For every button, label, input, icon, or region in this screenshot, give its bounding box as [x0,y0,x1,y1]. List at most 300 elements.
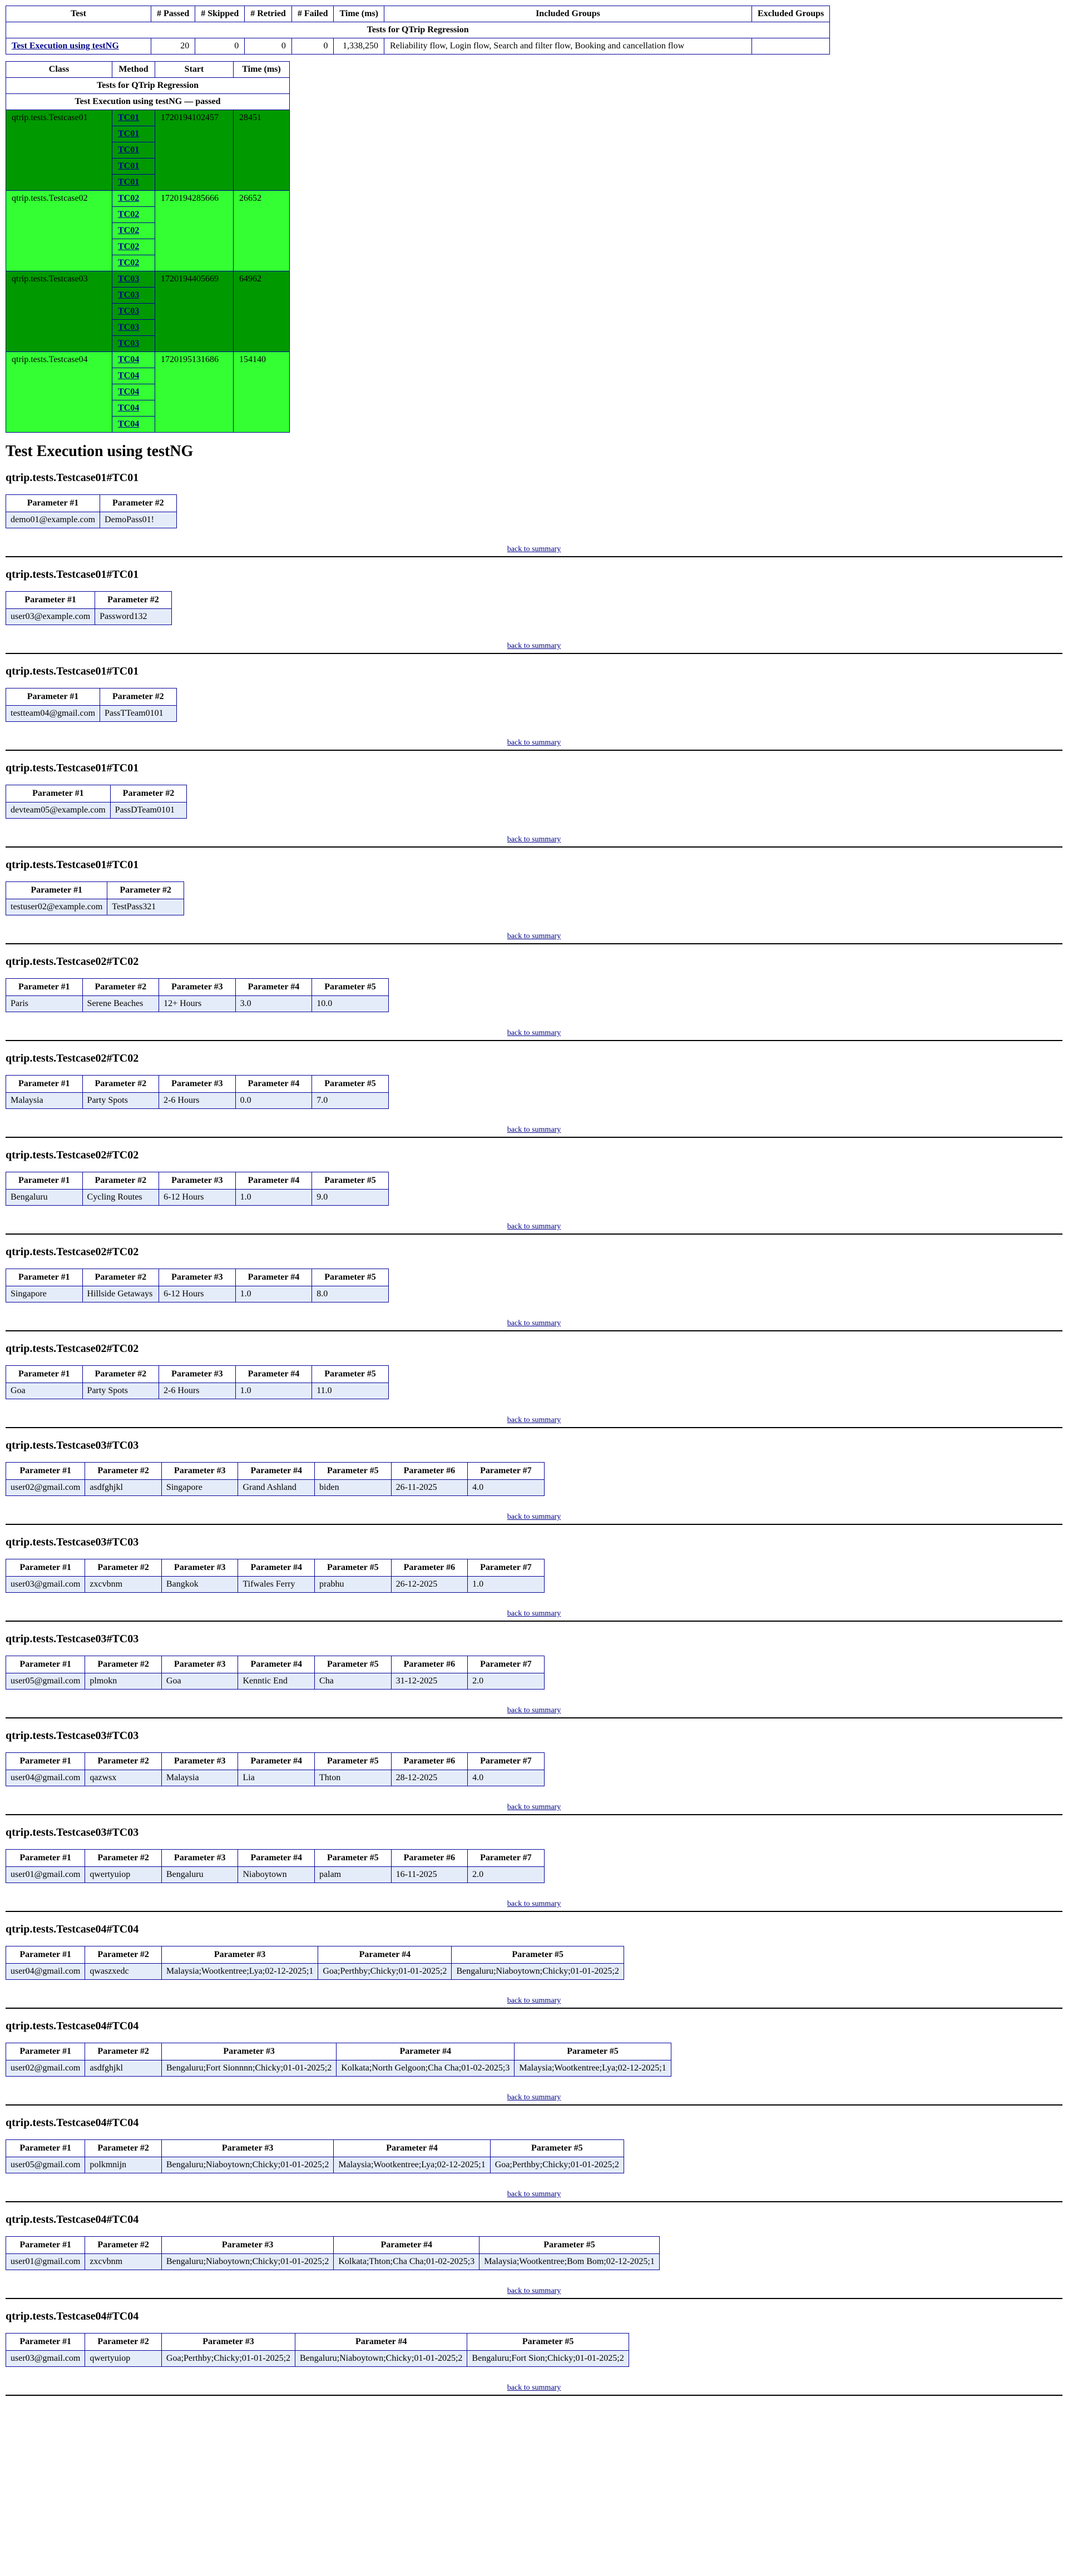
params-table [6,2236,660,2270]
section-divider [6,1427,1062,1428]
method-link[interactable]: TC03 [118,290,140,300]
params-value-row [6,1964,624,1980]
section-divider [6,1524,1062,1525]
param-value: Bengaluru;Fort Sionnnn;Chicky;01-01-2025;2 [161,2060,336,2077]
detail-title: qtrip.tests.Testcase03#TC03 [6,1439,139,1452]
summary-header: # Failed [291,6,334,22]
param-header: Parameter #4 [238,1656,315,1673]
param-value: Bengaluru;Niaboytown;Chicky;01-01-2025;2 [161,2157,333,2173]
failed-count: 0 [291,38,334,55]
param-header: Parameter #5 [312,1172,389,1190]
param-header: Parameter #4 [235,1076,312,1093]
detail-title: qtrip.tests.Testcase03#TC03 [6,1730,139,1742]
methods-header: Time (ms) [234,62,290,78]
param-value: Malaysia;Wootkentree;Lya;02-12-2025;1 [161,1964,318,1980]
method-cell [112,368,155,384]
test-link[interactable]: Test Execution using testNG [12,41,119,51]
detail-title: qtrip.tests.Testcase03#TC03 [6,1826,139,1839]
class-name: qtrip.tests.Testcase03 [6,271,112,352]
param-header: Parameter #1 [6,1269,83,1286]
param-header: Parameter #3 [159,979,236,996]
back-container [6,1803,1062,1812]
params-table [6,1656,545,1690]
back-to-summary-link[interactable]: back to summary [507,2287,561,2295]
method-cell [112,158,155,175]
param-header: Parameter #5 [315,1559,392,1577]
param-value: 26-12-2025 [391,1577,468,1593]
section-divider [6,846,1062,848]
detail-title: qtrip.tests.Testcase02#TC02 [6,955,139,968]
param-value: Bangkok [161,1577,238,1593]
method-cell [112,223,155,239]
summary-header: Excluded Groups [751,6,829,22]
params-value-row [6,512,177,528]
back-to-summary-link[interactable]: back to summary [507,2384,561,2392]
param-header: Parameter #3 [161,1946,318,1964]
param-value: 6-12 Hours [159,1190,236,1206]
param-header: Parameter #3 [161,1850,238,1867]
param-header: Parameter #1 [6,2237,85,2254]
params-header-row [6,1076,389,1093]
param-header: Parameter #6 [391,1850,468,1867]
params-header-row [6,1850,545,1867]
back-to-summary-link[interactable]: back to summary [507,1513,561,1521]
method-link[interactable]: TC02 [118,194,140,203]
param-value: plmokn [85,1673,162,1690]
param-header: Parameter #7 [468,1656,545,1673]
param-header: Parameter #3 [161,2043,336,2060]
param-header: Parameter #5 [315,1656,392,1673]
detail-title: qtrip.tests.Testcase01#TC01 [6,762,139,774]
params-table [6,1752,545,1786]
param-header: Parameter #4 [318,1946,452,1964]
detail-section [6,665,1062,751]
method-cell [112,271,155,288]
suite-title: Tests for QTrip Regression [6,22,830,38]
back-container [6,1513,1062,1522]
back-to-summary-link[interactable]: back to summary [507,1029,561,1037]
back-container [6,1029,1062,1038]
section-divider [6,2201,1062,2202]
method-cell [112,239,155,255]
params-header-row [6,495,177,512]
param-value: testuser02@example.com [6,899,107,915]
section-divider [6,2008,1062,2009]
detail-section [6,762,1062,848]
method-cell [112,384,155,400]
param-value: 2-6 Hours [159,1093,236,1109]
param-header: Parameter #1 [6,979,83,996]
detail-section [6,1923,1062,2009]
method-link[interactable]: TC04 [118,419,140,429]
params-header-row [6,1753,545,1770]
param-value: Malaysia [6,1093,83,1109]
param-header: Parameter #4 [337,2043,515,2060]
params-header-row [6,882,184,899]
back-to-summary-link[interactable]: back to summary [507,835,561,844]
method-link[interactable]: TC03 [118,323,140,332]
method-link[interactable]: TC02 [118,226,140,235]
param-header: Parameter #1 [6,2043,85,2060]
param-value: 4.0 [468,1770,545,1786]
param-header: Parameter #5 [312,1269,389,1286]
back-to-summary-link[interactable]: back to summary [507,739,561,747]
param-value: Thton [315,1770,392,1786]
param-value: 11.0 [312,1383,389,1399]
param-value: qwertyuiop [85,1867,162,1883]
section-divider [6,1621,1062,1622]
method-link[interactable]: TC02 [118,210,140,219]
params-table [6,1365,389,1399]
param-header: Parameter #5 [479,2237,660,2254]
param-header: Parameter #4 [235,1269,312,1286]
section-divider [6,653,1062,654]
section-divider [6,556,1062,557]
param-header: Parameter #2 [85,1753,162,1770]
params-table [6,1172,389,1206]
method-cell [112,175,155,191]
param-header: Parameter #1 [6,1946,85,1964]
params-header-row [6,1463,545,1480]
back-container [6,1609,1062,1618]
method-cell [112,352,155,368]
details-list [6,472,1062,2396]
section-divider [6,2298,1062,2299]
method-start: 1720194102457 [155,110,234,191]
params-table [6,688,177,722]
detail-title: qtrip.tests.Testcase01#TC01 [6,472,139,484]
detail-title: qtrip.tests.Testcase04#TC04 [6,1923,139,1935]
param-header: Parameter #1 [6,2334,85,2351]
back-to-summary-link[interactable]: back to summary [507,1706,561,1715]
params-header-row [6,2140,624,2157]
param-header: Parameter #6 [391,1463,468,1480]
param-header: Parameter #7 [468,1463,545,1480]
param-value: Bengaluru;Niaboytown;Chicky;01-01-2025;2 [295,2351,467,2367]
params-table [6,1269,389,1302]
method-link[interactable]: TC01 [118,113,140,122]
retried-count: 0 [245,38,292,55]
method-link[interactable]: TC01 [118,161,140,171]
param-header: Parameter #4 [238,1463,315,1480]
params-header-row [6,592,172,609]
params-table [6,978,389,1012]
section-divider [6,2104,1062,2106]
method-time: 28451 [234,110,290,191]
method-cell [112,207,155,223]
param-value: zxcvbnm [85,2254,162,2270]
summary-header: Time (ms) [334,6,384,22]
param-value: Grand Ashland [238,1480,315,1496]
back-container [6,1126,1062,1135]
param-value: user01@gmail.com [6,1867,85,1883]
param-value: user04@gmail.com [6,1964,85,1980]
param-value: Niaboytown [238,1867,315,1883]
param-header: Parameter #1 [6,592,95,609]
skipped-count: 0 [195,38,245,55]
param-value: qazwsx [85,1770,162,1786]
back-container [6,1900,1062,1909]
param-value: qwaszxedc [85,1964,162,1980]
detail-section [6,1730,1062,1815]
back-to-summary-link[interactable]: back to summary [507,545,561,553]
param-header: Parameter #1 [6,495,100,512]
param-value: polkmnijn [85,2157,162,2173]
params-value-row [6,706,177,722]
param-header: Parameter #5 [452,1946,624,1964]
params-header-row [6,1269,389,1286]
detail-section [6,1439,1062,1525]
param-header: Parameter #1 [6,1850,85,1867]
param-header: Parameter #5 [315,1850,392,1867]
param-header: Parameter #4 [334,2140,490,2157]
method-cell [112,110,155,126]
back-to-summary-link[interactable]: back to summary [507,2093,561,2102]
param-value: Cha [315,1673,392,1690]
param-value: user03@gmail.com [6,2351,85,2367]
method-row [6,191,290,207]
param-value: 2.0 [468,1867,545,1883]
params-value-row [6,1383,389,1399]
back-container [6,2190,1062,2199]
param-header: Parameter #1 [6,688,100,706]
param-value: palam [315,1867,392,1883]
param-header: Parameter #1 [6,882,107,899]
detail-section [6,1826,1062,1912]
method-link[interactable]: TC04 [118,371,140,380]
detail-section [6,472,1062,557]
method-link[interactable]: TC04 [118,355,140,364]
params-header-row [6,979,389,996]
params-table [6,494,177,528]
param-header: Parameter #3 [159,1172,236,1190]
param-value: 2.0 [468,1673,545,1690]
param-value: Bengaluru;Niaboytown;Chicky;01-01-2025;2 [161,2254,333,2270]
params-table [6,591,172,625]
params-value-row [6,2060,671,2077]
param-value: Kolkata;North Gelgoon;Cha Cha;01-02-2025;3 [337,2060,515,2077]
detail-title: qtrip.tests.Testcase02#TC02 [6,1052,139,1064]
param-value: Hillside Getaways [82,1286,159,1302]
methods-suite-title: Tests for QTrip Regression [6,78,290,94]
param-header: Parameter #2 [82,1172,159,1190]
param-value: Paris [6,996,83,1012]
param-value: 1.0 [235,1190,312,1206]
param-value: Bengaluru;Niaboytown;Chicky;01-01-2025;2 [452,1964,624,1980]
param-value: user04@gmail.com [6,1770,85,1786]
params-table [6,1849,545,1883]
param-header: Parameter #2 [85,2237,162,2254]
section-divider [6,1814,1062,1815]
param-header: Parameter #5 [312,1366,389,1383]
summary-header-row [6,6,830,22]
method-link[interactable]: TC03 [118,339,140,348]
param-value: 4.0 [468,1480,545,1496]
detail-title: qtrip.tests.Testcase04#TC04 [6,2213,139,2226]
method-cell [112,320,155,336]
back-container [6,642,1062,651]
param-header: Parameter #3 [159,1269,236,1286]
param-value: 26-11-2025 [391,1480,468,1496]
param-value: user05@gmail.com [6,2157,85,2173]
detail-title: qtrip.tests.Testcase02#TC02 [6,1343,139,1355]
param-value: user02@gmail.com [6,2060,85,2077]
param-value: 1.0 [235,1383,312,1399]
method-link[interactable]: TC03 [118,274,140,284]
detail-title: qtrip.tests.Testcase04#TC04 [6,2310,139,2322]
params-value-row [6,2157,624,2173]
param-header: Parameter #2 [85,2140,162,2157]
params-header-row [6,1656,545,1673]
param-header: Parameter #2 [82,1076,159,1093]
method-link[interactable]: TC02 [118,242,140,251]
param-header: Parameter #3 [161,1559,238,1577]
param-header: Parameter #1 [6,785,111,802]
method-link[interactable]: TC03 [118,306,140,316]
back-container [6,2384,1062,2392]
back-to-summary-link[interactable]: back to summary [507,1997,561,2005]
class-name: qtrip.tests.Testcase02 [6,191,112,271]
detail-title: qtrip.tests.Testcase03#TC03 [6,1536,139,1548]
param-header: Parameter #3 [161,2140,333,2157]
detail-section [6,1246,1062,1331]
method-link[interactable]: TC01 [118,177,140,187]
param-value: Malaysia;Wootkentree;Lya;02-12-2025;1 [515,2060,671,2077]
params-header-row [6,2043,671,2060]
param-value: devteam05@example.com [6,802,111,819]
back-to-summary-link[interactable]: back to summary [507,1222,561,1231]
param-header: Parameter #2 [85,1850,162,1867]
param-header: Parameter #2 [82,1366,159,1383]
detail-section [6,859,1062,944]
detail-section [6,1149,1062,1235]
param-header: Parameter #5 [515,2043,671,2060]
param-value: 1.0 [235,1286,312,1302]
detail-title: qtrip.tests.Testcase03#TC03 [6,1633,139,1645]
param-value: Singapore [6,1286,83,1302]
param-value: 28-12-2025 [391,1770,468,1786]
method-cell [112,255,155,271]
back-container [6,2287,1062,2296]
summary-table [6,6,830,55]
params-value-row [6,802,187,819]
back-container [6,1222,1062,1231]
param-value: zxcvbnm [85,1577,162,1593]
method-link[interactable]: TC02 [118,258,140,267]
param-value: Bengaluru [161,1867,238,1883]
section-divider [6,750,1062,751]
params-header-row [6,1366,389,1383]
param-header: Parameter #7 [468,1753,545,1770]
param-value: demo01@example.com [6,512,100,528]
param-value: 2-6 Hours [159,1383,236,1399]
detail-title: qtrip.tests.Testcase01#TC01 [6,859,139,871]
section-divider [6,2395,1062,2396]
summary-row [6,38,830,55]
detail-title: qtrip.tests.Testcase01#TC01 [6,568,139,581]
section-divider [6,1911,1062,1912]
param-value: user02@gmail.com [6,1480,85,1496]
section-divider [6,1137,1062,1138]
class-name: qtrip.tests.Testcase01 [6,110,112,191]
back-to-summary-link[interactable]: back to summary [507,642,561,650]
param-value: prabhu [315,1577,392,1593]
param-header: Parameter #5 [312,979,389,996]
param-value: user03@example.com [6,609,95,625]
back-to-summary-link[interactable]: back to summary [507,932,561,940]
param-header: Parameter #3 [159,1076,236,1093]
param-header: Parameter #2 [100,688,177,706]
detail-title: qtrip.tests.Testcase01#TC01 [6,665,139,677]
back-to-summary-link[interactable]: back to summary [507,2190,561,2198]
passed-count: 20 [151,38,195,55]
param-header: Parameter #6 [391,1559,468,1577]
summary-header: # Skipped [195,6,245,22]
param-header: Parameter #4 [235,1366,312,1383]
params-table [6,785,187,819]
method-link[interactable]: TC04 [118,387,140,397]
param-header: Parameter #1 [6,1656,85,1673]
params-value-row [6,1190,389,1206]
back-container [6,2093,1062,2102]
param-header: Parameter #1 [6,1076,83,1093]
param-value: Goa [161,1673,238,1690]
back-to-summary-link[interactable]: back to summary [507,1900,561,1908]
detail-title: qtrip.tests.Testcase04#TC04 [6,2117,139,2129]
method-cell [112,288,155,304]
param-value: asdfghjkl [85,2060,162,2077]
param-header: Parameter #4 [235,1172,312,1190]
summary-header: Included Groups [384,6,751,22]
params-value-row [6,1577,545,1593]
methods-header-row [6,62,290,78]
method-time: 154140 [234,352,290,433]
param-header: Parameter #2 [85,2334,162,2351]
detail-section [6,1536,1062,1622]
back-to-summary-link[interactable]: back to summary [507,1126,561,1134]
detail-title: qtrip.tests.Testcase04#TC04 [6,2020,139,2032]
param-value: 6-12 Hours [159,1286,236,1302]
param-header: Parameter #5 [467,2334,629,2351]
method-link[interactable]: TC01 [118,145,140,155]
param-header: Parameter #4 [295,2334,467,2351]
param-header: Parameter #3 [161,1656,238,1673]
params-header-row [6,2334,629,2351]
param-value: user01@gmail.com [6,2254,85,2270]
param-value: TestPass321 [107,899,184,915]
method-link[interactable]: TC01 [118,129,140,138]
back-to-summary-link[interactable]: back to summary [507,1416,561,1424]
methods-header: Method [112,62,155,78]
param-value: 12+ Hours [159,996,236,1012]
param-header: Parameter #6 [391,1656,468,1673]
method-link[interactable]: TC04 [118,403,140,413]
params-table [6,2043,671,2077]
param-header: Parameter #4 [238,1753,315,1770]
back-to-summary-link[interactable]: back to summary [507,1609,561,1618]
param-value: 31-12-2025 [391,1673,468,1690]
params-table [6,1946,624,1980]
back-to-summary-link[interactable]: back to summary [507,1803,561,1811]
params-value-row [6,1093,389,1109]
param-header: Parameter #2 [85,2043,162,2060]
param-value: Bengaluru;Fort Sion;Chicky;01-01-2025;2 [467,2351,629,2367]
back-to-summary-link[interactable]: back to summary [507,1319,561,1327]
param-header: Parameter #5 [315,1753,392,1770]
params-value-row [6,1286,389,1302]
param-header: Parameter #2 [107,882,184,899]
method-cell [112,400,155,417]
